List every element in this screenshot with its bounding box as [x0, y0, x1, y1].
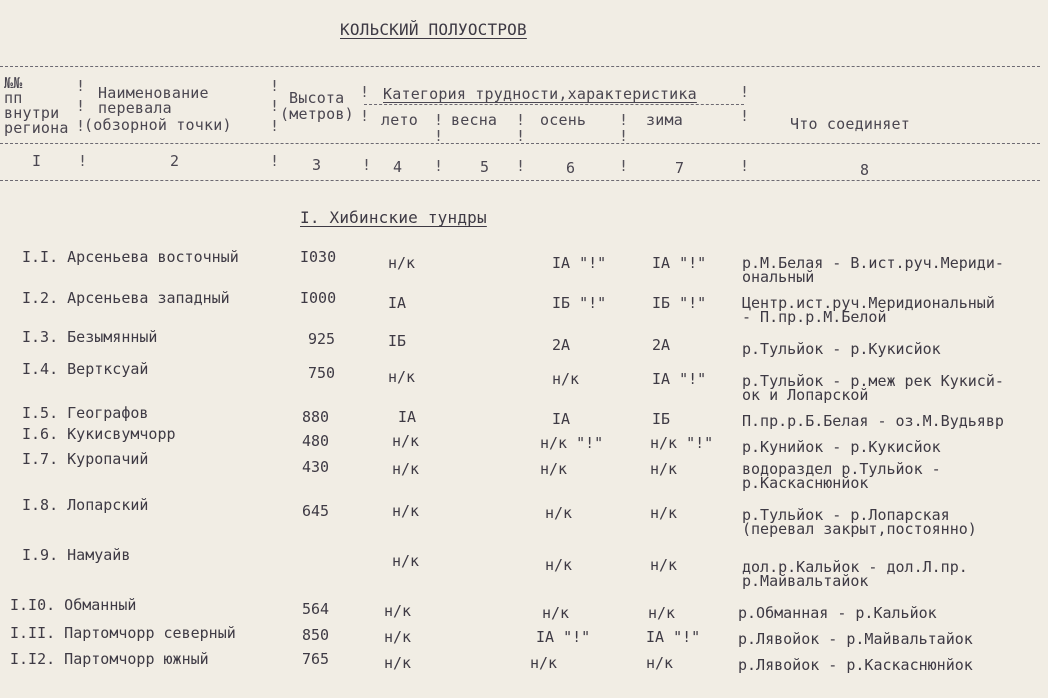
header-season-winter: зима	[646, 111, 683, 129]
pass-name: I.9. Намуайв	[22, 546, 131, 564]
connects: р.Тульйок - р.Кукисйок	[742, 340, 941, 358]
header-top-rule	[0, 66, 1040, 67]
header-col1-line2: пп	[4, 89, 23, 107]
header-mid-rule	[0, 143, 1040, 144]
pass-name: I.I0. Обманный	[10, 596, 137, 614]
cat-summer: н/к	[384, 628, 412, 646]
cat-summer: IA	[388, 294, 407, 312]
cat-summer: IБ	[388, 332, 407, 350]
header-category-rule	[364, 104, 744, 105]
header-col1-line3: внутри	[4, 104, 60, 122]
pass-height: 480	[302, 432, 330, 450]
connects: П.пр.р.Б.Белая - оз.М.Вудьявр	[742, 412, 1004, 430]
connects: р.Кунийок - р.Кукисйок	[742, 438, 941, 456]
colnum-1: I	[32, 152, 42, 170]
cat-winter: IA "!"	[652, 370, 707, 388]
cat-autumn: н/к	[540, 460, 568, 478]
cat-summer: н/к	[388, 254, 416, 272]
cat-autumn: IA	[552, 410, 571, 428]
pass-name: I.I. Арсеньева восточный	[22, 248, 239, 266]
cat-autumn: н/к	[552, 370, 580, 388]
header-col2-line1: Наименование	[98, 84, 209, 102]
cat-autumn: IБ "!"	[552, 294, 607, 312]
colnum-5: 5	[480, 158, 490, 176]
header-col1-line4: региона	[4, 119, 69, 137]
cat-winter: 2А	[652, 336, 671, 354]
header-season-autumn: осень	[540, 111, 587, 129]
cat-autumn: н/к "!"	[540, 434, 604, 452]
connects: дол.р.Кальйок - дол.Л.пр. р.Майвальтайок	[742, 558, 968, 590]
colnum-2: 2	[170, 152, 180, 170]
colnum-3: 3	[312, 156, 322, 174]
cat-summer: н/к	[392, 552, 420, 570]
colnum-8: 8	[860, 161, 870, 179]
header-category-label: Категория трудности,характеристика	[383, 85, 697, 103]
connects: р.Обманная - р.Кальйок	[738, 604, 937, 622]
cat-winter: н/к	[650, 556, 678, 574]
connects: водораздел р.Тульйок - р.Каскаснюнйок	[742, 460, 941, 492]
pass-height: 750	[308, 364, 336, 382]
connects: Центр.ист.руч.Меридиональный - П.пр.р.М.Белой	[742, 294, 995, 326]
cat-autumn: 2А	[552, 336, 571, 354]
header-col2-line3: (обзорной точки)	[84, 116, 232, 134]
pass-height: 564	[302, 600, 330, 618]
pass-height: I000	[300, 289, 337, 307]
cat-summer: н/к	[392, 502, 420, 520]
cat-winter: IA "!"	[646, 628, 701, 646]
header-col2-line2: перевала	[98, 99, 172, 117]
cat-winter: н/к	[650, 504, 678, 522]
cat-winter: н/к	[650, 460, 678, 478]
cat-autumn: IA "!"	[552, 254, 607, 272]
cat-winter: н/к	[646, 654, 674, 672]
connects: р.Тульйок - р.Лопарская (перевал закрыт,постоянно)	[742, 506, 977, 538]
cat-autumn: н/к	[545, 556, 573, 574]
cat-summer: н/к	[392, 460, 420, 478]
document-title: КОЛЬСКИЙ ПОЛУОСТРОВ	[340, 20, 527, 39]
header-col3-line2: (метров)	[280, 105, 354, 123]
connects: р.Лявойок - р.Майвальтайок	[738, 630, 973, 648]
cat-summer: н/к	[384, 602, 412, 620]
cat-summer: н/к	[388, 368, 416, 386]
header-season-spring: весна	[451, 111, 498, 129]
pass-height: 765	[302, 650, 330, 668]
pass-name: I.4. Вертксуай	[22, 360, 149, 378]
document-page: КОЛЬСКИЙ ПОЛУОСТРОВ №№ пп внутри региона Наименование перевала (обзорной точки) Высота (метров) Категория трудности,характеристика лето весна осень зима Что соединяет ! ! ! ! ! ! ! ! ! ! ! ! ! ! ! ! I ! 2 ! 3 ! 4 ! 5 ! 6 ! 7 ! 8 I. Хибинские тундры I.I. Арсеньева восточный I030 н/к IA "!" IA "!" р.М.Белая - В.ист.руч.Мериди- ональный I.2. Арсеньева западный I000 IA IБ "!" IБ "!" Центр.ист.руч.Меридиональный - П.пр.р.М.Белой I.3. Безымянный 925 IБ 2А 2А р.Тульйок - р.Кукисйок I.4. Вертксуай 750 н/к н/к IA "!" р.Тульйок - р.меж рек Кукисй- ок и Лопарской I.5. Географов 880 IA IA IБ П.пр.р.Б.Белая - оз.М.Вудьявр I.6. Кукисвумчорр 480 н/к н/к "!" н/к "!" р.Кунийок - р.Кукисйок I.7. Куропачий 430 н/к н/к н/к водораздел р.Тульйок - р.Каскаснюнйок I.8. Лопарский 645 н/к н/к н/к р.Тульйок - р.Лопарская (перевал закрыт,постоянно) I.9. Намуайв н/к н/к н/к дол.р.Кальйок - дол.Л.пр. р.Майвальтайок I.I0. Обманный 564 н/к н/к н/к р.Обманная - р.Кальйок I.II. Партомчорр северный 850 н/к IA "!" IA "!" р.Лявойок - р.Майвальтайок I.I2. Партомчорр южный 765 н/к н/к н/к р.Лявойок - р.Каскаснюнйок	[0, 0, 1048, 698]
pass-name: I.2. Арсеньева западный	[22, 289, 230, 307]
header-col8: Что соединяет	[790, 115, 910, 133]
cat-summer: н/к	[392, 432, 420, 450]
pass-height: 430	[302, 458, 330, 476]
header-col3-line1: Высота	[289, 89, 345, 107]
colnum-6: 6	[566, 159, 576, 177]
connects: р.М.Белая - В.ист.руч.Мериди- ональный	[742, 254, 1004, 286]
pass-height: 925	[308, 330, 336, 348]
connects: р.Лявойок - р.Каскаснюнйок	[738, 656, 973, 674]
pass-height: 850	[302, 626, 330, 644]
header-bottom-rule	[0, 180, 1040, 181]
pass-name: I.II. Партомчорр северный	[10, 624, 236, 642]
pass-name: I.8. Лопарский	[22, 496, 149, 514]
cat-autumn: IA "!"	[536, 628, 591, 646]
pass-name: I.6. Кукисвумчорр	[22, 425, 176, 443]
pass-name: I.5. Географов	[22, 404, 149, 422]
cat-winter: IБ	[652, 410, 671, 428]
cat-autumn: н/к	[545, 504, 573, 522]
section-title: I. Хибинские тундры	[300, 208, 487, 227]
header-col1-line1: №№	[4, 74, 23, 92]
cat-autumn: н/к	[542, 604, 570, 622]
pass-height: 645	[302, 502, 330, 520]
cat-winter: н/к	[648, 604, 676, 622]
cat-winter: н/к "!"	[650, 434, 714, 452]
cat-summer: IA	[398, 408, 417, 426]
pass-height: 880	[302, 408, 330, 426]
cat-winter: IБ "!"	[652, 294, 707, 312]
header-season-summer: лето	[381, 111, 418, 129]
cat-winter: IA "!"	[652, 254, 707, 272]
pass-name: I.I2. Партомчорр южный	[10, 650, 209, 668]
pass-height: I030	[300, 248, 337, 266]
connects: р.Тульйок - р.меж рек Кукисй- ок и Лопарской	[742, 372, 1004, 404]
colnum-7: 7	[675, 159, 685, 177]
colnum-4: 4	[393, 158, 403, 176]
pass-name: I.7. Куропачий	[22, 450, 149, 468]
pass-name: I.3. Безымянный	[22, 328, 158, 346]
cat-summer: н/к	[384, 654, 412, 672]
cat-autumn: н/к	[530, 654, 558, 672]
